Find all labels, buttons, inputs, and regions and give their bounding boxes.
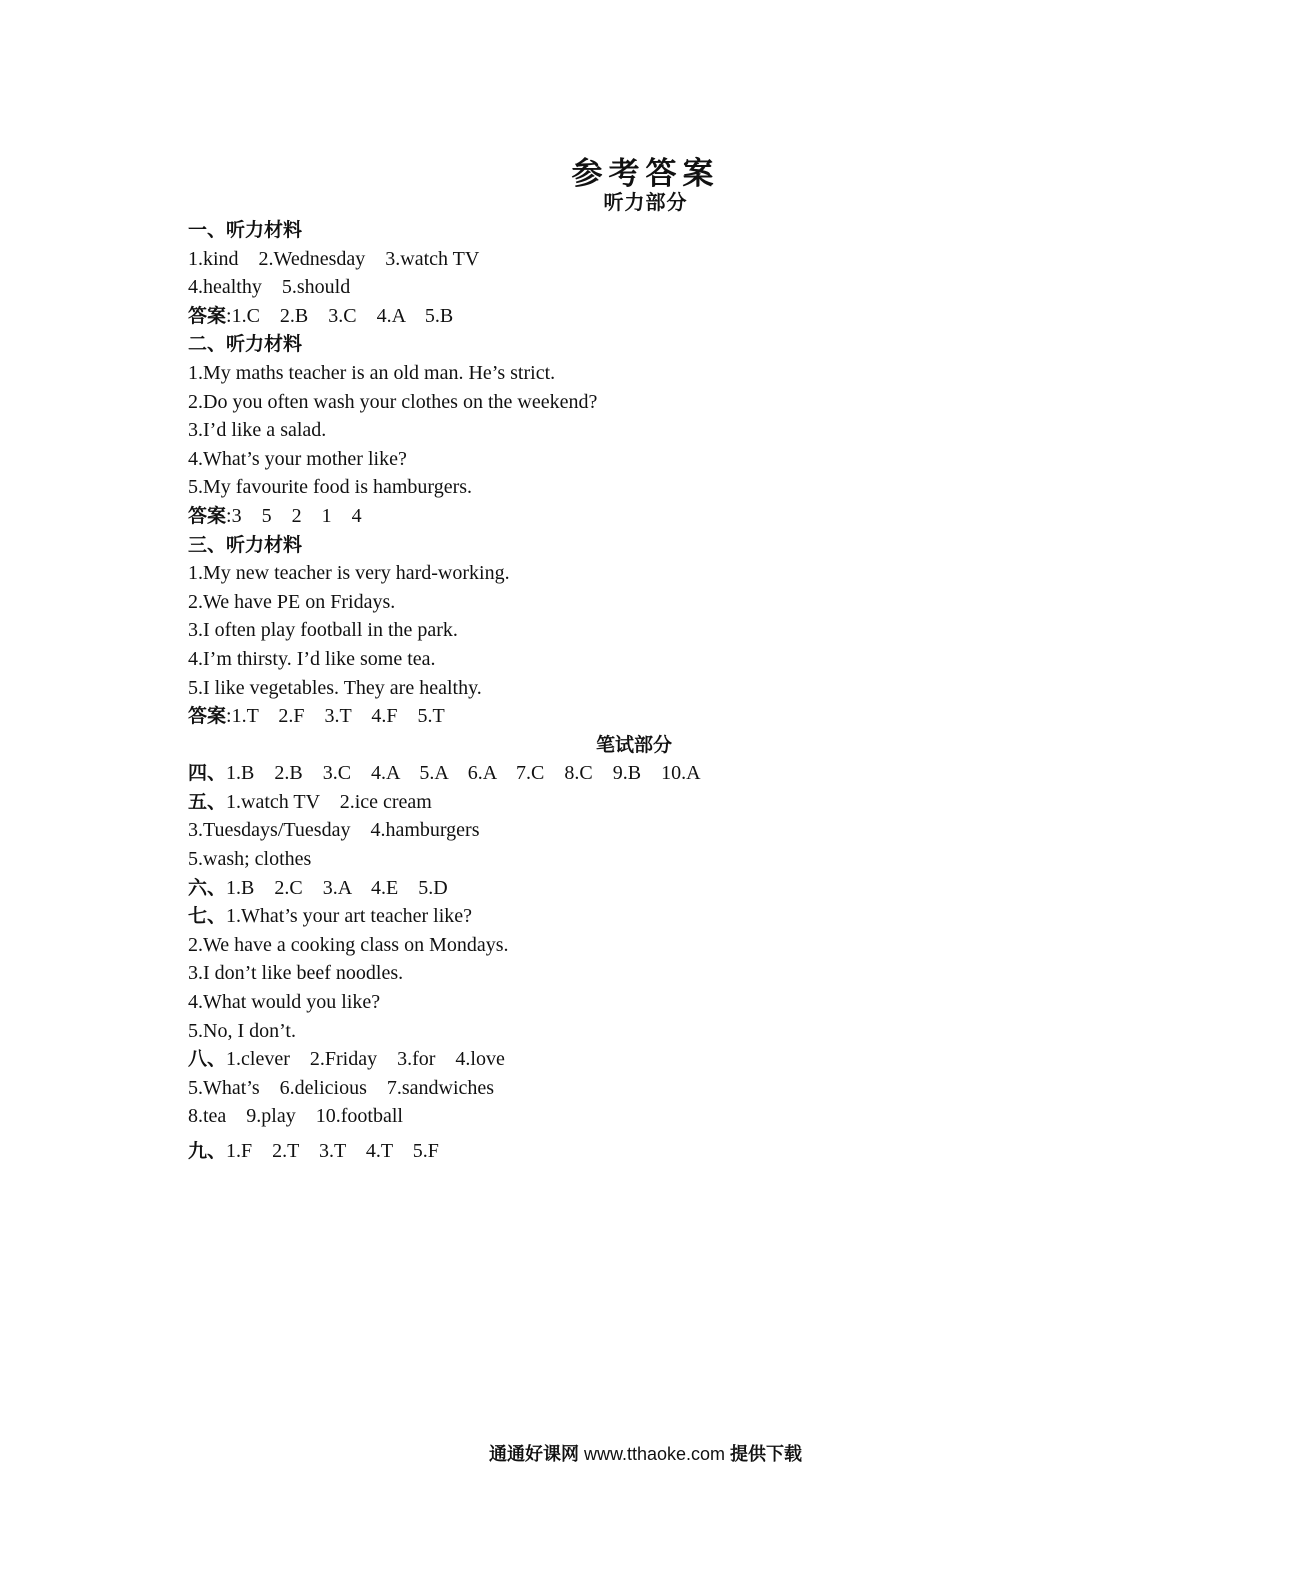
- written-heading: 笔试部分: [596, 733, 673, 756]
- question-answers: 1.F 2.T 3.T 4.T 5.F: [226, 1140, 439, 1162]
- answer-label: 答案: [188, 705, 227, 728]
- question-label: 六、: [188, 876, 227, 899]
- answer-text: :3 5 2 1 4: [226, 504, 362, 527]
- question-7-line: 3.I don’t like beef noodles.: [188, 962, 404, 985]
- section-3-line: 2.We have PE on Fridays.: [188, 590, 396, 613]
- page-title: 参考答案: [571, 156, 720, 192]
- question-6: [188, 874, 988, 903]
- answer-label: 答案: [188, 504, 227, 527]
- section-3-answer: [188, 702, 988, 731]
- section-2-line: 4.What’s your mother like?: [188, 447, 407, 470]
- section-2-heading: 二、听力材料: [188, 333, 303, 356]
- question-5-line: 3.Tuesdays/Tuesday 4.hamburgers: [188, 819, 480, 842]
- question-8-line: 5.What’s 6.delicious 7.sandwiches: [188, 1076, 495, 1099]
- footer-site-link[interactable]: www.tthaoke.com: [583, 1444, 726, 1464]
- section-1-heading: 一、听力材料: [188, 219, 303, 241]
- question-5-line: 5.wash; clothes: [188, 848, 312, 871]
- section-1-line: 1.kind 2.Wednesday 3.watch TV: [188, 247, 480, 270]
- section-2-line: 1.My maths teacher is an old man. He’s strict.: [188, 361, 556, 384]
- question-7: [188, 902, 988, 931]
- question-7-line: 2.We have a cooking class on Mondays.: [188, 933, 509, 956]
- section-3-line: 5.I like vegetables. They are healthy.: [188, 676, 482, 699]
- section-3-line: 3.I often play football in the park.: [188, 619, 458, 642]
- question-7-line: 5.No, I don’t.: [188, 1019, 296, 1042]
- question-answers: 1.B 2.B 3.C 4.A 5.A 6.A 7.C 8.C 9.B 10.A: [226, 762, 701, 785]
- question-9: [188, 1137, 988, 1166]
- section-2-line: 3.I’d like a salad.: [188, 419, 327, 442]
- question-answers: 1.B 2.C 3.A 4.E 5.D: [226, 876, 448, 899]
- question-label: 七、: [188, 905, 227, 928]
- answer-label: 答案: [188, 304, 227, 327]
- section-3-line: 4.I’m thirsty. I’d like some tea.: [188, 647, 436, 670]
- question-5: [188, 788, 988, 817]
- page-footer: [0, 1440, 1291, 1466]
- section-1-answer: [188, 302, 988, 331]
- question-label: 九、: [188, 1140, 227, 1162]
- section-1-line: 4.healthy 5.should: [188, 276, 351, 299]
- footer-suffix: 提供下载: [730, 1444, 803, 1464]
- question-label: 四、: [188, 762, 227, 785]
- question-answers: 1.What’s your art teacher like?: [226, 905, 473, 928]
- section-3-line: 1.My new teacher is very hard-working.: [188, 562, 510, 585]
- section-2-answer: [188, 502, 988, 531]
- question-answers: 1.clever 2.Friday 3.for 4.love: [226, 1048, 505, 1071]
- section-3-heading: 三、听力材料: [188, 533, 303, 556]
- answer-text: :1.T 2.F 3.T 4.F 5.T: [226, 705, 445, 728]
- question-label: 五、: [188, 790, 227, 813]
- question-4: [188, 759, 988, 788]
- section-2-line: 2.Do you often wash your clothes on the weekend?: [188, 390, 598, 413]
- listening-subtitle: 听力部分: [603, 190, 688, 214]
- question-8: [188, 1045, 988, 1074]
- section-2-line: 5.My favourite food is hamburgers.: [188, 476, 473, 499]
- answer-content: [188, 216, 988, 1166]
- question-7-line: 4.What would you like?: [188, 991, 381, 1014]
- question-answers: 1.watch TV 2.ice cream: [226, 790, 432, 813]
- footer-brand: 通通好课网: [488, 1444, 579, 1464]
- question-8-line: 8.tea 9.play 10.football: [188, 1105, 403, 1128]
- question-label: 八、: [188, 1048, 227, 1071]
- answer-text: :1.C 2.B 3.C 4.A 5.B: [226, 304, 454, 327]
